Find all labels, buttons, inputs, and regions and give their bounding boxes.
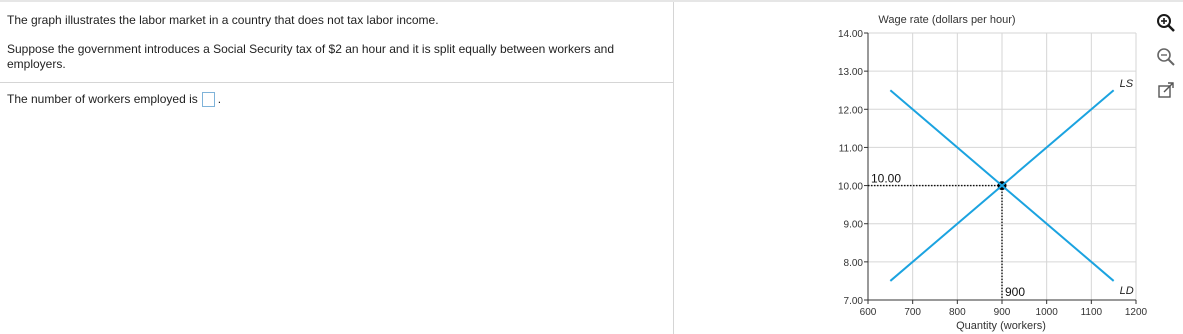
equilibrium-quantity-label: 900 <box>1005 285 1026 299</box>
popout-icon <box>1156 81 1176 101</box>
y-tick-label: 14.00 <box>837 29 863 40</box>
y-tick-label: 13.00 <box>837 67 863 79</box>
question-prompt <box>7 92 221 107</box>
series-label-ld: LD <box>1119 284 1134 297</box>
x-tick-label: 1200 <box>1124 307 1148 318</box>
y-axis-label: Wage rate (dollars per hour) <box>878 14 1016 26</box>
question-scenario: Suppose the government introduces a Social Security tax of $2 an hour and it is split equally between workers and employers. <box>7 42 615 71</box>
zoom-out-icon <box>1156 47 1176 67</box>
popout-button[interactable] <box>1155 80 1177 102</box>
equilibrium-wage-label: 10.00 <box>871 171 902 186</box>
x-tick-label: 600 <box>859 307 877 318</box>
axes <box>864 33 1136 304</box>
question-intro: The graph illustrates the labor market in a country that does not tax labor income. <box>7 13 439 27</box>
x-tick-label: 900 <box>993 307 1011 318</box>
question-pane <box>0 2 673 334</box>
x-tick-label: 700 <box>904 307 922 318</box>
y-tick-label: 12.00 <box>837 105 863 117</box>
y-tick-label: 9.00 <box>843 219 863 231</box>
grid <box>868 33 1136 300</box>
x-tick-label: 800 <box>948 307 966 318</box>
prompt-period: . <box>217 92 222 106</box>
section-divider <box>0 82 673 83</box>
answer-input[interactable] <box>202 92 215 107</box>
graph-toolbar <box>1155 12 1179 114</box>
prompt-text: The number of workers employed is <box>7 92 198 106</box>
x-tick-labels <box>860 307 1148 318</box>
x-tick-label: 1000 <box>1035 307 1058 318</box>
series-labels <box>1120 78 1134 297</box>
zoom-in-button[interactable] <box>1155 12 1177 34</box>
pane-divider <box>673 2 674 334</box>
y-tick-labels <box>838 29 863 307</box>
zoom-out-button[interactable] <box>1155 46 1177 68</box>
series-label-ls: LS <box>1119 78 1134 91</box>
x-axis-label: Quantity (workers) <box>956 320 1046 332</box>
x-tick-label: 1100 <box>1080 307 1103 318</box>
y-tick-label: 7.00 <box>843 296 863 307</box>
y-tick-label: 11.00 <box>838 143 863 155</box>
zoom-in-icon <box>1156 13 1176 33</box>
labor-market-graph <box>826 0 1151 334</box>
y-tick-label: 8.00 <box>843 257 863 269</box>
y-tick-label: 10.00 <box>837 181 863 193</box>
